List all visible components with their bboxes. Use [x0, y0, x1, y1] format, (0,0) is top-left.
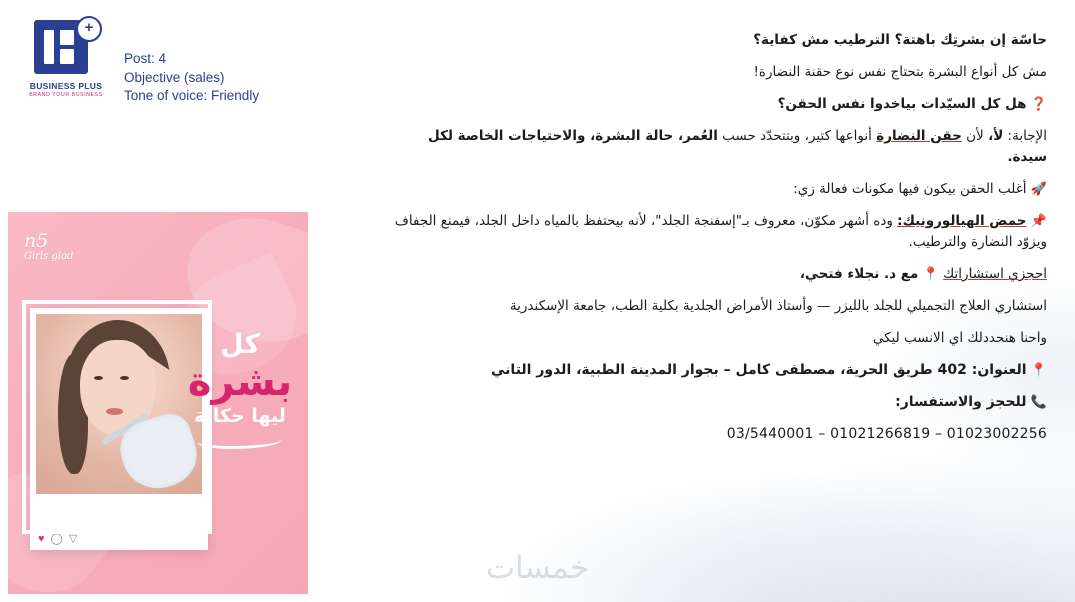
polaroid-photo-card — [30, 308, 208, 550]
creative-headline — [184, 330, 296, 449]
pin-icon: 📌 — [1030, 214, 1047, 229]
comment-icon: ◯ — [50, 533, 69, 545]
eye-right — [120, 376, 129, 380]
rocket-icon: 🚀 — [1030, 182, 1047, 197]
copy-question-line — [387, 94, 1047, 115]
answer-mid: أنواعها كتير، وبتتحدّد حسب — [722, 128, 872, 144]
doctor-name: مع د. نجلاء فتحي، — [799, 266, 919, 282]
ha-text: وده أشهر مكوّن، معروف بـ"إسفنجة الجلد"، لأنه بيحتفظ بالمياه داخل الجلد، فيمنع الجفاف ويزوّد النضارة والترطيب. — [394, 213, 1047, 250]
booking-label: للحجز والاستفسار: — [895, 394, 1027, 410]
creative-artwork — [8, 212, 308, 594]
copy-ha-line — [387, 211, 1047, 253]
booking-text: احجزي استشاراتك — [943, 266, 1047, 282]
plus-icon: + — [76, 16, 102, 42]
question-icon: ❓ — [1030, 97, 1047, 112]
meta-objective: Objective (sales) — [124, 69, 225, 85]
copy-question: هل كل السيّدات بياخدوا نفس الحقن؟ — [777, 96, 1027, 112]
answer-bold-factors: العُمر، حالة البشرة، والاحتياجات الخاصة لكل سيدة. — [428, 128, 1047, 165]
creative-brand-sub: Girls glad — [24, 251, 74, 262]
ingredients-text: أغلب الحقن بيكون فيها مكونات فعالة زي: — [793, 181, 1027, 197]
copy-address-line — [387, 360, 1047, 381]
creative-headline-line1: كل — [220, 329, 260, 360]
creative-brand-script — [24, 230, 91, 262]
model-photo — [36, 314, 202, 494]
logo-bar-top-right — [60, 30, 74, 45]
phone-icon: 📞 — [1030, 395, 1047, 410]
phone-numbers: 03/5440001 – 01021266819 – 01023002256 — [726, 426, 1047, 442]
post-meta — [124, 50, 259, 106]
answer-bold-injections: حقن النضارة — [876, 128, 962, 144]
logo-mark-icon — [30, 16, 102, 78]
creative-brand-initials: n5 — [24, 230, 49, 252]
answer-rest: لأن — [966, 128, 984, 144]
brand-logo — [18, 16, 114, 98]
address-text: العنوان: 402 طريق الحرية، مصطفى كامل – بجوار المدينة الطبية، الدور التاني — [491, 362, 1027, 378]
ha-bold-label: حمض الهيالورونيك: — [897, 213, 1027, 229]
logo-bar-bottom-right — [60, 49, 74, 64]
lips-shape — [106, 408, 123, 415]
meta-post: Post: 4 — [124, 51, 167, 66]
answer-no: لأ، — [988, 128, 1004, 144]
heart-icon: ♥ — [38, 533, 51, 545]
logo-tagline: BRAND YOUR BUSINESS — [29, 92, 103, 98]
address-pin-icon: 📍 — [1030, 363, 1047, 378]
creative-headline-line3: ليها حكاية — [194, 405, 286, 427]
logo-bar-left — [44, 30, 54, 64]
meta-tone: Tone of voice: Friendly — [124, 88, 260, 103]
underline-swish — [197, 432, 283, 449]
watermark: خمسات — [485, 550, 590, 586]
copy-doctor-title: استشاري العلاج التجميلي للجلد بالليزر — وأستاذ الأمراض الجلدية بكلية الطب، جامعة الإسكندرية — [509, 298, 1047, 314]
copy-booking-line — [387, 264, 1047, 285]
eye-left — [94, 376, 103, 380]
location-pin-icon: 📍 — [922, 267, 939, 282]
creative-headline-line2: بشرة — [187, 359, 293, 405]
send-icon: ▽ — [68, 533, 84, 545]
copy-ingredients-line — [387, 179, 1047, 200]
answer-lead: الإجابة: — [1007, 128, 1047, 144]
logo-name: BUSINESS PLUS — [29, 81, 103, 91]
social-actions — [38, 532, 83, 545]
copy-answer-line — [387, 126, 1047, 168]
post-copy — [387, 30, 1047, 456]
copy-headline: حاسّة إن بشرتِك باهتة؟ الترطيب مش كفاية؟ — [753, 32, 1047, 48]
copy-booking-label-line — [387, 392, 1047, 413]
copy-subline: مش كل أنواع البشرة بتحتاج نفس نوع حقنة النضارة! — [753, 64, 1047, 80]
copy-closing: واحنا هنحددلك اي الانسب ليكي — [872, 330, 1047, 346]
